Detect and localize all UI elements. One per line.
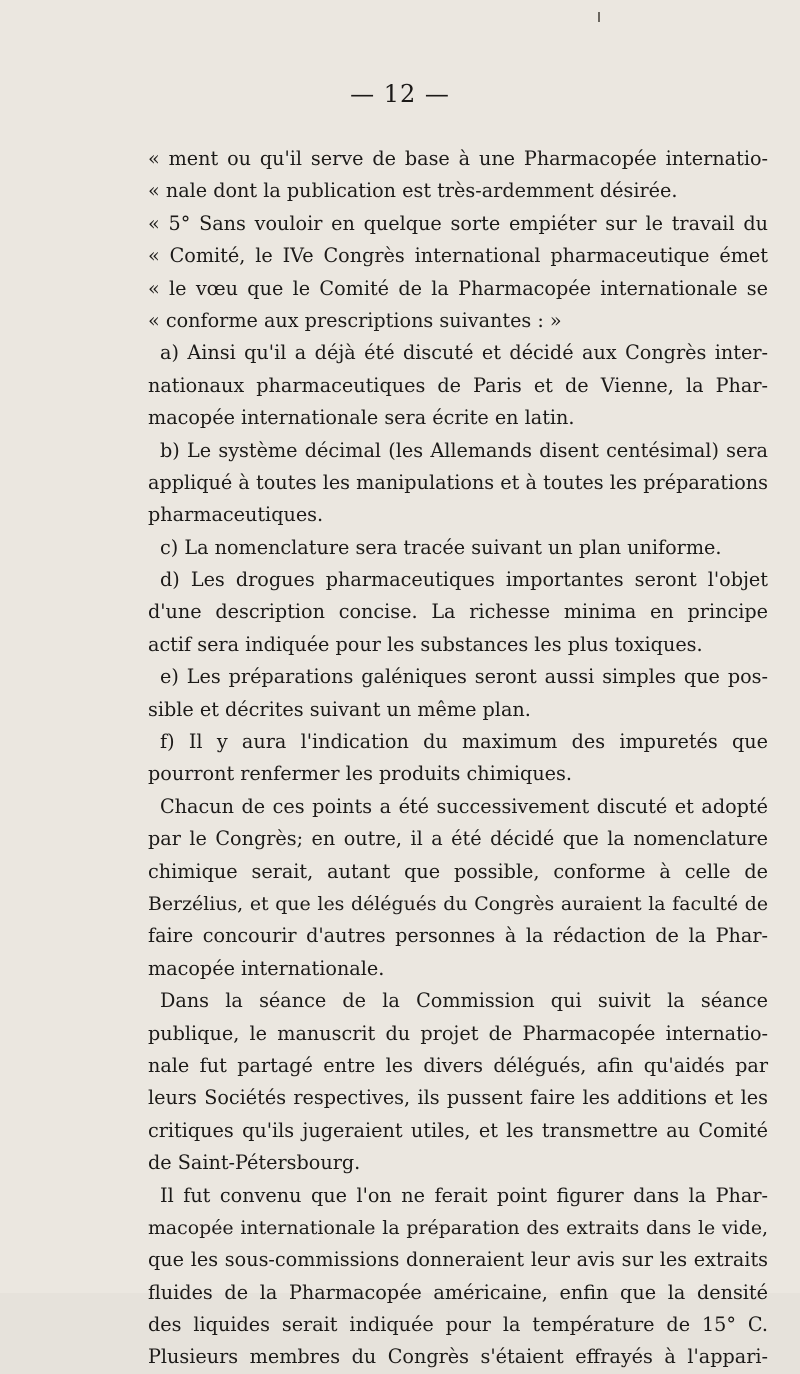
text-line: « conforme aux prescriptions suivantes : » [148,308,562,332]
text-line: c) La nomenclature sera tracée suivant un plan uniforme. [160,535,722,559]
text-line: nationaux pharmaceutiques de Paris et de Vienne, la Phar- [148,373,768,397]
text-line: chimique serait, autant que possible, conforme à celle de [148,859,768,883]
text-line: Chacun de ces points a été successivement discuté et adopté [160,794,768,818]
text-line: que les sous-commissions donneraient leur avis sur les extraits [148,1248,768,1272]
text-line: « nale dont la publication est très-ardemment désirée. [148,179,678,203]
page-number: — 12 — [350,80,450,108]
text-line: leurs Sociétés respectives, ils pussent faire les additions et les [148,1086,768,1110]
text-line: a) Ainsi qu'il a déjà été discuté et décidé aux Congrès inter- [160,341,768,365]
body-text [148,143,768,1374]
text-line: pharmaceutiques. [148,503,324,527]
text-line: Berzélius, et que les délégués du Congrès auraient la faculté de [148,892,768,915]
text-line: sible et décrites suivant un même plan. [148,697,531,721]
text-line: critiques qu'ils jugeraient utiles, et les transmettre au Comité [148,1118,768,1142]
text-line: fluides de la Pharmacopée américaine, enfin que la densité [148,1280,768,1304]
text-line: de Saint-Pétersbourg. [148,1151,361,1175]
text-line: macopée internationale la préparation des extraits dans le vide, [148,1216,768,1239]
text-line: d) Les drogues pharmaceutiques importantes seront l'objet [160,568,768,592]
text-line: « Comité, le IVe Congrès international pharmaceutique émet [148,244,768,268]
text-line: b) Le système décimal (les Allemands disent centésimal) sera [160,438,768,462]
text-line: macopée internationale sera écrite en latin. [148,406,575,430]
text-line: « ment ou qu'il serve de base à une Pharmacopée internatio- [148,147,768,170]
text-line: nale fut partagé entre les divers délégués, afin qu'aidés par [148,1053,768,1077]
text-line: publique, le manuscrit du projet de Pharmacopée internatio- [148,1021,768,1045]
text-line: par le Congrès; en outre, il a été décidé que la nomenclature [148,827,768,851]
text-line: « le vœu que le Comité de la Pharmacopée internationale se [148,276,768,300]
text-line: e) Les préparations galéniques seront aussi simples que pos- [160,665,768,689]
text-line: des liquides serait indiquée pour la température de 15° C. [148,1313,768,1337]
text-line: appliqué à toutes les manipulations et à toutes les préparations [148,470,768,494]
ink-mark [598,12,600,22]
text-line: « 5° Sans vouloir en quelque sorte empiéter sur le travail du [148,211,768,235]
text-line: Dans la séance de la Commission qui suivit la séance [160,989,768,1013]
text-line: actif sera indiquée pour les substances les plus toxiques. [148,632,703,656]
text-line: macopée internationale. [148,956,385,980]
text-line: pourront renfermer les produits chimiques. [148,762,572,786]
text-line: Il fut convenu que l'on ne ferait point figurer dans la Phar- [160,1183,768,1207]
text-line: Plusieurs membres du Congrès s'étaient effrayés à l'appari- [148,1345,768,1369]
text-line: faire concourir d'autres personnes à la rédaction de la Phar- [148,924,768,948]
text-line: f) Il y aura l'indication du maximum des impuretés que [160,730,768,754]
text-line: d'une description concise. La richesse minima en principe [148,600,768,624]
